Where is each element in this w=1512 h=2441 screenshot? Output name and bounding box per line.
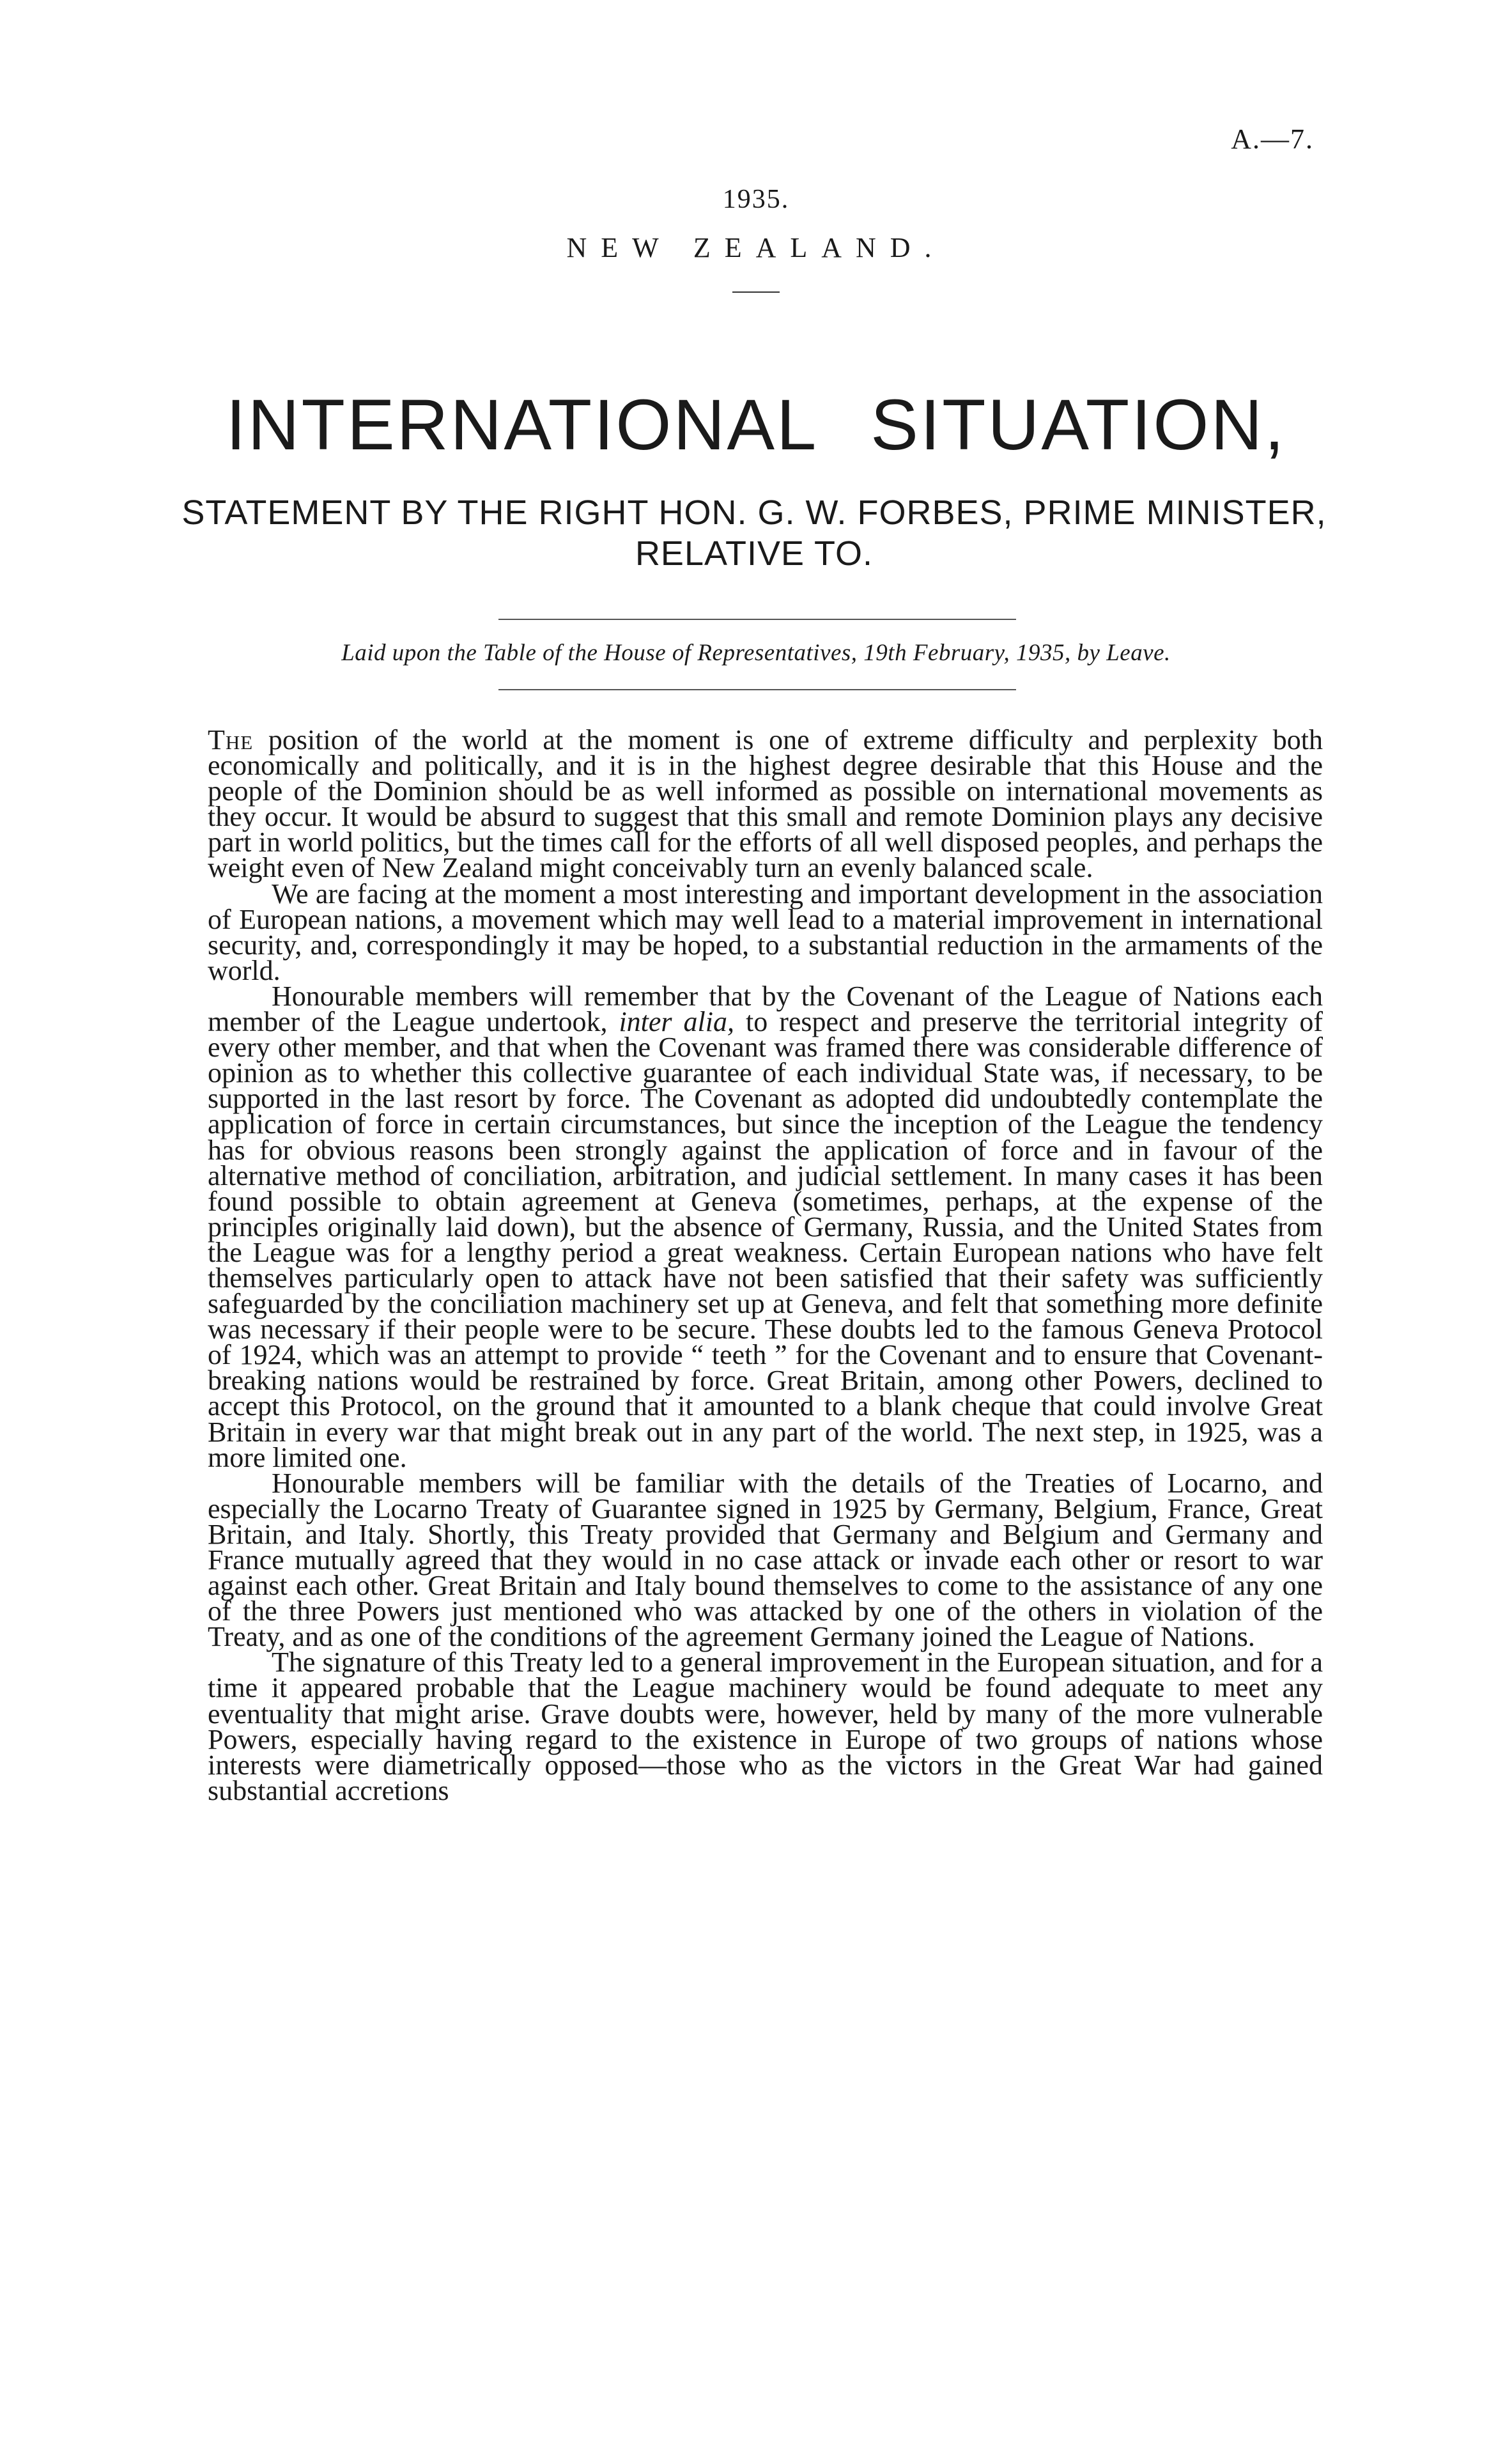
country-heading: NEW ZEALAND. [566, 232, 946, 263]
paragraph-1 [208, 724, 1323, 884]
paragraph-3-italic: inter alia, [619, 1006, 735, 1038]
year-heading: 1935. [722, 185, 790, 214]
document-subtitle: STATEMENT BY THE RIGHT HON. G. W. FORBES, PRIME MINISTER, RELATIVE TO. [181, 493, 1327, 573]
short-divider [732, 291, 780, 293]
divider-top [498, 619, 1016, 620]
lead-word: The [208, 724, 254, 756]
page-reference: A.—7. [1231, 123, 1314, 155]
paragraph-3 [208, 980, 1323, 1473]
laid-note: Laid upon the Table of the House of Representatives, 19th February, 1935, by Leave. [341, 640, 1171, 666]
paragraph-1-text: position of the world at the moment is one of extreme difficulty and perplexity both economically and politically, and it is in the highest degree desirable that this House and the people of the Dominion should be as well informed as possible on international movements as they occur. It would be absurd to suggest that this small and remote Dominion plays any decisive part in world politics, but the times call for the efforts of all well disposed peoples, and perhaps the weight even of New Zealand might conceivably turn an evenly balanced scale. [208, 724, 1323, 884]
paragraph-2: We are facing at the moment a most interesting and important development in the association of European nations, a movement which may well lead to a material improvement in international security, and, correspondingly it may be hoped, to a substantial reduction in the armaments of the world. [208, 878, 1323, 986]
paragraph-3-before: Honourable members will remember that by the Covenant of the League of Nations each member of the League undertook, [208, 980, 1323, 1038]
paragraph-3-after: to respect and preserve the territorial integrity of every other member, and that when the Covenant was framed there was considerable difference of opinion as to whether this collective guarantee of each individual State was, if necessary, to be supported in the last resort by force. The Covenant as adopted did undoubtedly contemplate the application of force in certain circumstances, but since the inception of the League the tendency has for obvious reasons been strongly against the application of force and in favour of the alternative method of conciliation, arbitration, and judicial settlement. In many cases it has been found possible to obtain agreement at Geneva (sometimes, perhaps, at the expense of the principles originally laid down), but the absence of Germany, Russia, and the United States from the League was for a lengthy period a great weakness. Certain European nations who have felt themselves particularly open to attack have not been satisfied that their safety was sufficiently safeguarded by the conciliation machinery set up at Geneva, and felt that something more definite was necessary if their people were to be secure. These doubts led to the famous Geneva Protocol of 1924, which was an attempt to provide “ teeth ” for the Covenant and to ensure that Covenant-breaking nations would be restrained by force. Great Britain, among other Powers, declined to accept this Protocol, on the ground that it amounted to a blank cheque that could involve Great Britain in every war that might break out in any part of the world. The next step, in 1925, was a more limited one. [208, 1006, 1323, 1473]
paragraph-5: The signature of this Treaty led to a general improvement in the European situation, and for a time it appeared probable that the League machinery would be found adequate to meet any eventuality that might arise. Grave doubts were, however, held by many of the more vulnerable Powers, especially having regard to the existence in Europe of two groups of nations whose interests were diametrically opposed—those who as the victors in the Great War had gained substantial accretions [208, 1647, 1323, 1806]
divider-bottom [498, 689, 1016, 690]
statement-body [208, 724, 1323, 1806]
paragraph-4: Honourable members will be familiar with the details of the Treaties of Locarno, and especially the Locarno Treaty of Guarantee signed in 1925 by Germany, Belgium, France, Great Britain, and Italy. Shortly, this Treaty provided that Germany and Belgium and Germany and France mutually agreed that they would in no case attack or invade each other or resort to war against each other. Great Britain and Italy bound themselves to come to the assistance of any one of the three Powers just mentioned who was attacked by one of the others in violation of the Treaty, and as one of the conditions of the agreement Germany joined the League of Nations. [208, 1467, 1323, 1653]
document-title: INTERNATIONAL SITUATION, [226, 385, 1286, 465]
